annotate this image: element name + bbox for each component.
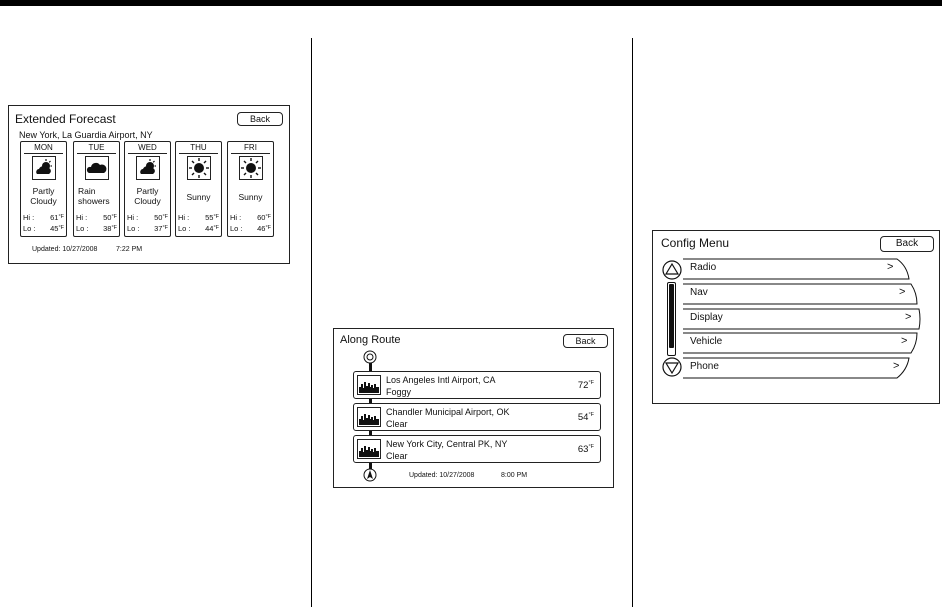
stop-temp (578, 412, 594, 423)
stop-temp (578, 444, 594, 455)
stop-name: Chandler Municipal Airport, OK (386, 407, 510, 417)
city-skyline-icon (357, 439, 381, 459)
degree-unit: °F (265, 225, 271, 231)
stop-condition: Clear (386, 419, 408, 429)
menu-item-vehicle[interactable] (683, 332, 917, 352)
chevron-right-icon: > (893, 360, 900, 372)
day-name: FRI (231, 144, 270, 154)
screen-title: Along Route (340, 334, 401, 346)
lo-label: Lo : (178, 224, 191, 233)
temp-value: 72 (577, 380, 589, 391)
route-origin-icon (363, 350, 377, 369)
hi-label: Hi : (76, 213, 88, 222)
condition-line: Cloudy (30, 196, 57, 206)
route-stop-row[interactable] (353, 371, 601, 399)
along-route-screen (333, 328, 614, 488)
lo-row (76, 224, 117, 233)
condition-line: Partly (136, 186, 159, 196)
screen-title: Config Menu (661, 236, 730, 250)
lo-row (127, 224, 168, 233)
scroll-down-icon (662, 357, 682, 377)
degree-unit: °F (588, 412, 594, 418)
hi-row (178, 213, 219, 222)
hi-value: 50 (103, 213, 112, 222)
lo-label: Lo : (76, 224, 89, 233)
route-stop-row[interactable] (353, 403, 601, 431)
menu-item-label: Nav (690, 287, 708, 298)
updated-date: Updated: 10/27/2008 (409, 472, 475, 479)
location-label: New York, La Guardia Airport, NY (19, 130, 153, 140)
sun-icon (239, 156, 263, 180)
hi-label: Hi : (23, 213, 35, 222)
degree-unit: °F (58, 214, 64, 220)
lo-value: 37 (154, 224, 163, 233)
back-button[interactable]: Back (880, 236, 934, 252)
day-name: TUE (77, 144, 116, 154)
stop-condition: Clear (386, 451, 408, 461)
degree-unit: °F (111, 214, 117, 220)
scrollbar-track[interactable] (667, 282, 676, 356)
degree-unit: °F (162, 214, 168, 220)
lo-value: 45 (50, 224, 59, 233)
cloud-icon (85, 156, 109, 180)
back-button[interactable]: Back (563, 334, 608, 348)
hi-label: Hi : (178, 213, 190, 222)
degree-unit: °F (111, 225, 117, 231)
menu-item-nav[interactable] (683, 283, 917, 303)
config-menu-screen (652, 230, 940, 404)
hi-value: 60 (257, 213, 266, 222)
temp-value: 54 (577, 412, 589, 423)
lo-row (23, 224, 64, 233)
updated-date: Updated: 10/27/2008 (32, 246, 98, 253)
hi-label: Hi : (230, 213, 242, 222)
route-heading-icon (363, 468, 377, 487)
stop-temp (578, 380, 594, 391)
day-name: THU (179, 144, 218, 154)
forecast-day-card (124, 141, 171, 237)
chevron-right-icon: > (899, 286, 906, 298)
sun-icon (187, 156, 211, 180)
lo-value: 38 (103, 224, 112, 233)
degree-unit: °F (213, 214, 219, 220)
chevron-right-icon: > (905, 311, 912, 323)
hi-row (127, 213, 168, 222)
hi-row (76, 213, 117, 222)
degree-unit: °F (213, 225, 219, 231)
page-top-rule (0, 0, 942, 6)
degree-unit: °F (162, 225, 168, 231)
menu-item-label: Vehicle (690, 336, 723, 347)
hi-row (23, 213, 64, 222)
column-divider (632, 38, 633, 607)
degree-unit: °F (58, 225, 64, 231)
forecast-day-card (20, 141, 67, 237)
hi-value: 50 (154, 213, 163, 222)
condition-line: Cloudy (134, 196, 161, 206)
stop-name: New York City, Central PK, NY (386, 439, 508, 449)
chevron-right-icon: > (887, 261, 894, 273)
partly-cloudy-icon (136, 156, 160, 180)
lo-row (178, 224, 219, 233)
extended-forecast-screen (8, 105, 290, 264)
partly-cloudy-icon (32, 156, 56, 180)
lo-row (230, 224, 271, 233)
condition-line: Sunny (238, 192, 263, 202)
degree-unit: °F (588, 380, 594, 386)
scroll-down-button[interactable] (662, 357, 682, 382)
lo-label: Lo : (127, 224, 140, 233)
city-skyline-icon (357, 407, 381, 427)
menu-item-radio[interactable] (683, 258, 909, 278)
forecast-day-card (175, 141, 222, 237)
column-divider (311, 38, 312, 607)
scrollbar-thumb[interactable] (669, 284, 674, 348)
condition-line: Rain (78, 186, 96, 196)
lo-label: Lo : (230, 224, 243, 233)
hi-row (230, 213, 271, 222)
lo-value: 44 (205, 224, 214, 233)
menu-item-phone[interactable] (683, 357, 909, 377)
updated-time: 8:00 PM (501, 472, 528, 479)
condition-line: Sunny (186, 192, 211, 202)
menu-item-label: Radio (690, 262, 717, 273)
hi-value: 61 (50, 213, 59, 222)
forecast-day-card (227, 141, 274, 237)
route-stop-row[interactable] (353, 435, 601, 463)
condition-line: Partly (32, 186, 55, 196)
lo-value: 46 (257, 224, 266, 233)
chevron-right-icon: > (901, 335, 908, 347)
lo-label: Lo : (23, 224, 36, 233)
hi-label: Hi : (127, 213, 139, 222)
stop-condition: Foggy (386, 387, 412, 397)
back-button[interactable]: Back (237, 112, 283, 126)
forecast-day-card (73, 141, 120, 237)
updated-time: 7:22 PM (116, 246, 143, 253)
degree-unit: °F (588, 444, 594, 450)
condition-line: showers (78, 196, 110, 206)
day-name: MON (24, 144, 63, 154)
temp-value: 63 (577, 444, 589, 455)
scroll-up-icon (662, 260, 682, 280)
menu-item-label: Display (690, 312, 723, 323)
hi-value: 55 (205, 213, 214, 222)
menu-item-label: Phone (690, 361, 719, 372)
city-skyline-icon (357, 375, 381, 395)
stop-name: Los Angeles Intl Airport, CA (386, 375, 496, 385)
screen-title: Extended Forecast (15, 112, 116, 126)
degree-unit: °F (265, 214, 271, 220)
menu-item-display[interactable] (683, 308, 921, 328)
day-name: WED (128, 144, 167, 154)
